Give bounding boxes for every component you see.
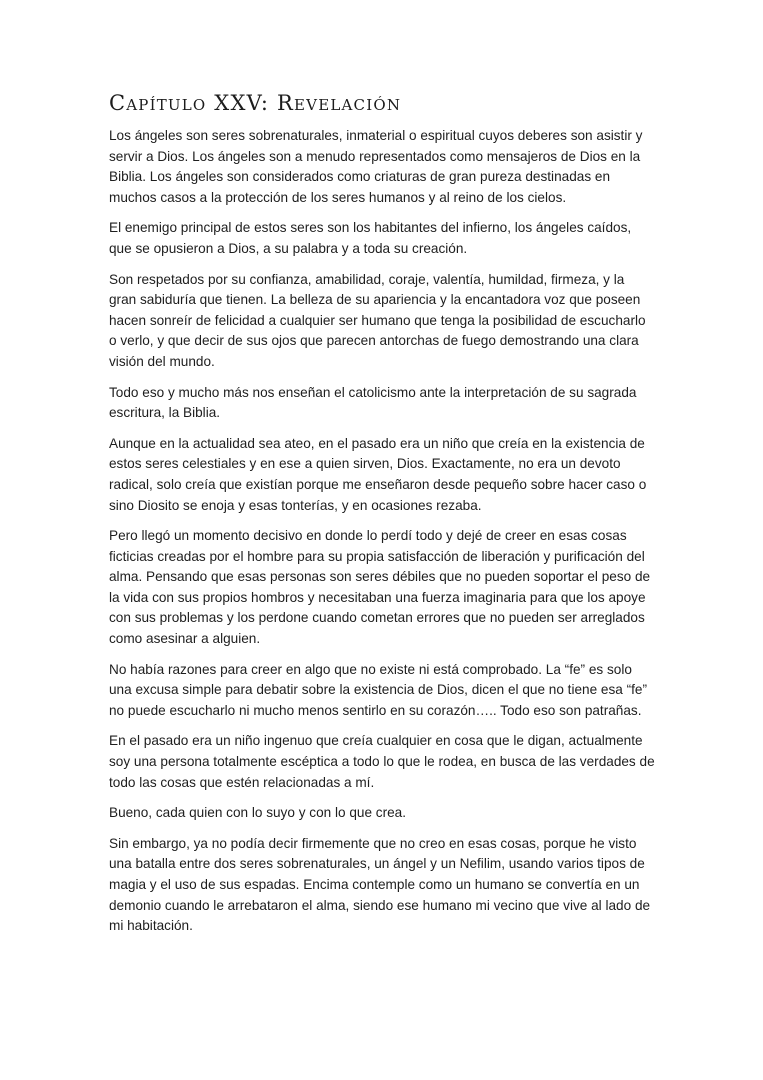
chapter-content <box>109 88 655 947</box>
paragraph-4: Todo eso y mucho más nos enseñan el catolicismo ante la interpretación de su sagrada escritura, la Biblia. <box>109 384 637 421</box>
paragraph-7: No había razones para creer en algo que no existe ni está comprobado. La “fe” es solo una excusa simple para debatir sobre la existencia de Dios, dicen el que no tiene esa “fe” no puede escucharlo ni mucho menos sentirlo en su corazón….. Todo eso son patrañas. <box>109 661 648 718</box>
paragraph-2: El enemigo principal de estos seres son los habitantes del infierno, los ángeles caídos, que se opusieron a Dios, a su palabra y a toda su creación. <box>109 220 632 256</box>
paragraph-9: Bueno, cada quien con lo suyo y con lo que crea. <box>109 805 406 821</box>
paragraph-5: Aunque en la actualidad sea ateo, en el pasado era un niño que creía en la existencia de estos seres celestiales y en ese a quien sirven, Dios. Exactamente, no era un devoto radical, solo creía que existían porque me enseñaron desde pequeño sobre hacer caso o sino Diosito se enoja y esas tonterías, y en ocasiones rezaba. <box>109 435 647 513</box>
chapter-title: Capítulo XXV: Revelación <box>109 91 402 115</box>
paragraph-10: Sin embargo, ya no podía decir firmemente que no creo en esas cosas, porque he visto una batalla entre dos seres sobrenaturales, un ángel y un Nefilim, usando varios tipos de magia y el uso de sus espadas. Encima contemple como un humano se convertía en un demonio cuando le arrebataron el alma, siendo ese humano mi vecino que vive al lado de mi habitación. <box>109 835 651 934</box>
paragraph-1: Los ángeles son seres sobrenaturales, inmaterial o espiritual cuyos deberes son asistir y servir a Dios. Los ángeles son a menudo representados como mensajeros de Dios en la Biblia. Los ángeles son considerados como criaturas de gran pureza destinadas en muchos casos a la protección de los seres humanos y al reino de los cielos. <box>109 128 643 205</box>
paragraph-8: En el pasado era un niño ingenuo que creía cualquier en cosa que le digan, actualmente soy una persona totalmente escéptica a todo lo que le rodea, en busca de las verdades de todo las cosas que estén relacionadas a mí. <box>109 733 655 790</box>
paragraph-3: Son respetados por su confianza, amabilidad, coraje, valentía, humildad, firmeza, y la gran sabiduría que tienen. La belleza de su apariencia y la encantadora voz que poseen hacen sonreír de felicidad a cualquier ser humano que tenga la posibilidad de escucharlo o verlo, y que decir de sus ojos que parecen antorchas de fuego demostrando una clara visión del mundo. <box>109 271 646 369</box>
paragraph-6: Pero llegó un momento decisivo en donde lo perdí todo y dejé de creer en esas cosas ficticias creadas por el hombre para su propia satisfacción de liberación y purificación del alma. Pensando que esas personas son seres débiles que no pueden soportar el peso de la vida con sus propios hombros y necesitaban una fuerza imaginaria para que los apoye con sus problemas y los perdone cuando cometan errores que no pueden ser arreglados como asesinar a alguien. <box>109 528 651 647</box>
